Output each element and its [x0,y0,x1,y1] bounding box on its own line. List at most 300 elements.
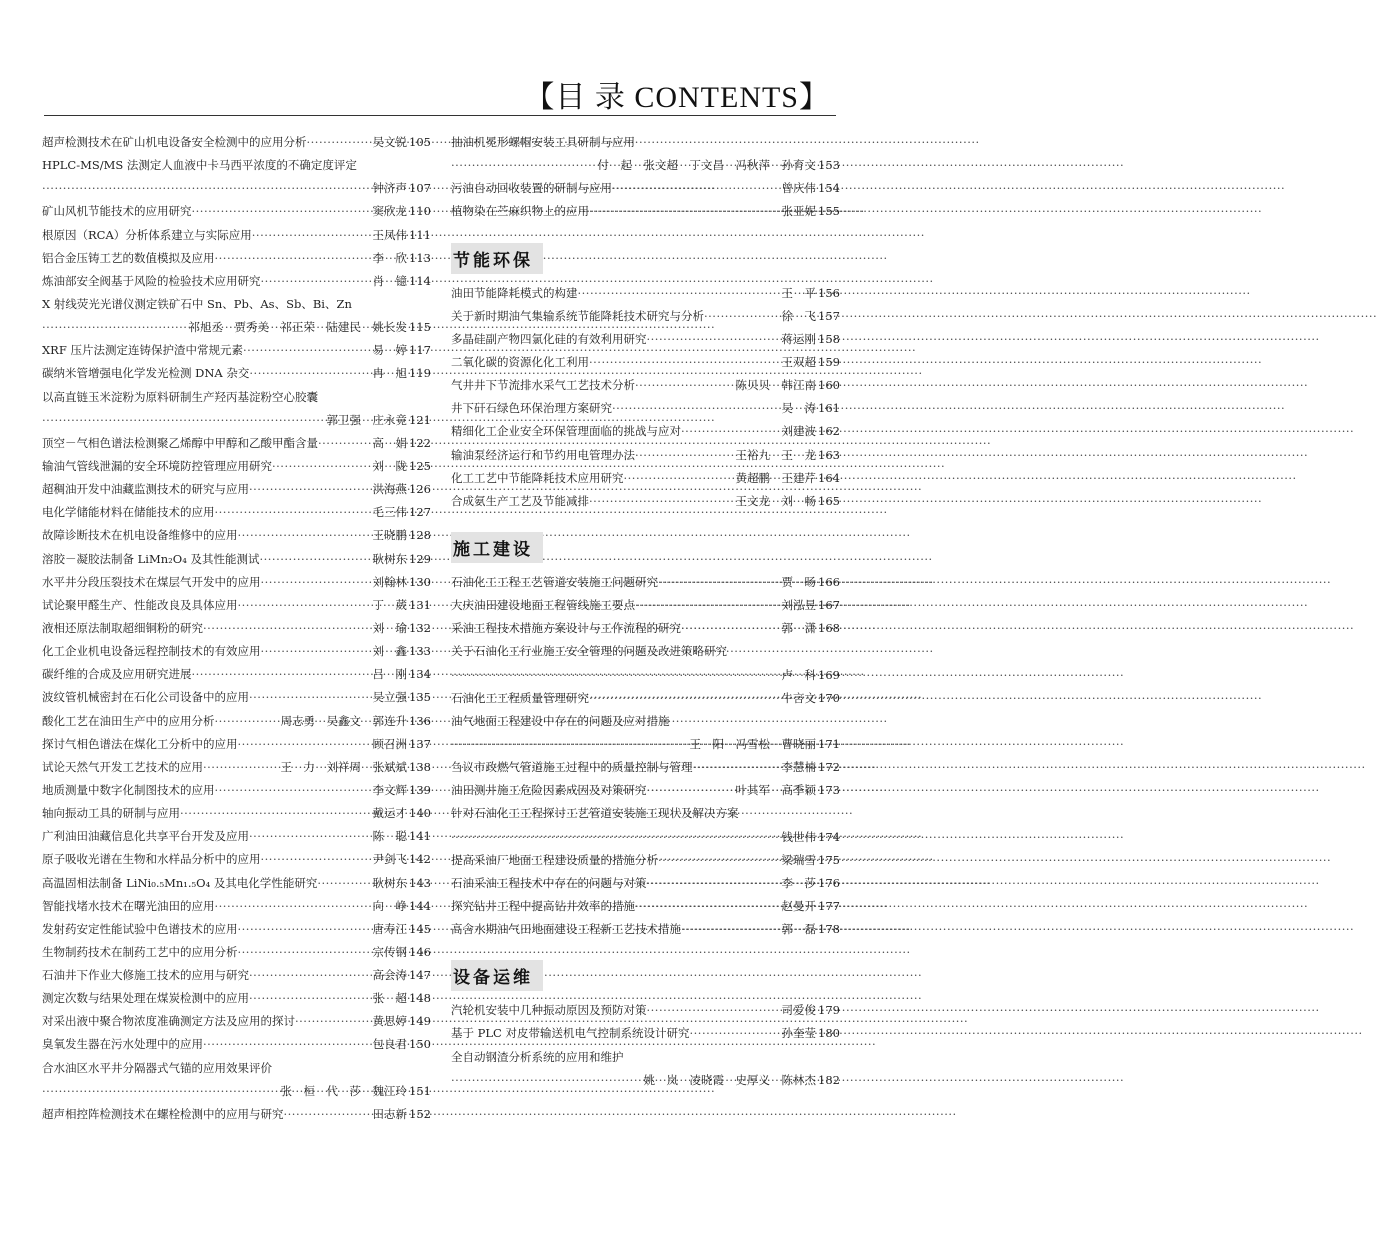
dot-leader [295,1010,372,1033]
entry-title: 炼油部安全阀基于风险的检验技术应用研究 [42,273,261,288]
entry-title: 水平井分段压裂技术在煤层气开发中的应用 [42,574,261,589]
entry-page-number: 152 [409,1106,431,1121]
toc-entry[interactable] [42,224,431,247]
toc-entry[interactable] [42,756,431,779]
toc-entry[interactable] [451,467,840,490]
entry-page-number: 148 [409,991,431,1006]
toc-entry[interactable] [451,444,840,467]
toc-entry[interactable] [451,131,840,154]
entry-author: 吴立强 [372,690,408,705]
entry-author: 牛言文 [781,690,817,705]
toc-entry[interactable] [451,733,840,756]
dot-leader [203,756,280,779]
toc-entry[interactable] [42,154,431,177]
entry-page-number: 132 [409,620,431,635]
toc-entry[interactable] [42,362,431,385]
dot-leader [42,1080,280,1103]
entry-title: 波纹管机械密封在石化公司设备中的应用 [42,690,249,705]
dot-leader [612,397,781,420]
toc-entry[interactable] [451,571,840,594]
toc-entry[interactable] [42,1080,431,1103]
dot-leader [658,849,781,872]
entry-title: XRF 压片法测定连铸保护渣中常规元素 [42,343,243,358]
toc-entry[interactable] [42,1010,431,1033]
dot-leader [42,177,372,200]
entry-author: 孙奎莹 [781,1026,817,1041]
entry-page-number: 110 [409,204,431,219]
toc-entry[interactable] [42,200,431,223]
entry-author: 刘 陇 [372,458,408,473]
entry-author: 吴文锐 [372,135,408,149]
entry-author: 祁旭丞 贾秀美 祁正荣 陆建民 姚长发 [188,320,408,335]
entry-author: 王双超 [781,354,817,369]
dot-leader [635,895,781,918]
entry-title: 臭氧发生器在污水处理中的应用 [42,1037,203,1052]
entry-page-number: 177 [818,898,840,913]
entry-title: 输油气管线泄漏的安全环境防控管理应用研究 [42,458,272,473]
entry-author: 窦欣龙 [372,204,408,219]
entry-page-number: 163 [818,447,840,462]
dot-leader [238,941,372,964]
dot-leader [249,362,371,385]
dot-leader [180,802,372,825]
entry-title: 超声检测技术在矿山机电设备安全检测中的应用分析 [42,135,307,149]
entry-page-number: 180 [818,1026,840,1041]
entry-author: 王 力 刘祥周 张斌斌 [280,759,408,774]
entry-page-number: 143 [409,875,431,890]
toc-entry[interactable] [451,779,840,802]
entry-author: 李 莎 [781,875,817,890]
entry-author: 刘 鑫 [372,644,408,659]
toc-entry[interactable] [451,397,840,420]
entry-title: 以高直链玉米淀粉为原料研制生产羟丙基淀粉空心胶囊 [42,389,318,404]
dot-leader [215,501,372,524]
entry-page-number: 161 [818,401,840,416]
entry-page-number: 146 [409,944,431,959]
entry-title: 广利油田油藏信息化共享平台开发及应用 [42,829,249,844]
section-heading-label: 施工建设 [451,532,543,563]
entry-title: 化工企业机电设备远程控制技术的有效应用 [42,644,261,659]
entry-author: 徐 飞 [781,308,817,323]
entry-title: 刍议市政燃气管道施工过程中的质量控制与管理 [451,760,693,775]
toc-entry[interactable] [451,687,840,710]
toc-entry[interactable] [451,420,840,443]
entry-author: 钟济声 [372,181,408,196]
entry-page-number: 155 [818,204,840,219]
dot-leader [681,918,781,941]
toc-entry[interactable] [42,825,431,848]
toc-entry[interactable] [451,849,840,872]
entry-title: 植物染在苎麻织物上的应用 [451,204,589,219]
entry-author: 吴 涛 [781,401,817,416]
entry-page-number: 167 [818,598,840,613]
dot-leader [693,756,781,779]
section-heading [451,224,840,282]
entry-page-number: 128 [409,528,431,543]
dot-leader [261,848,372,871]
entry-author: 王 平 [781,285,817,300]
toc-entry[interactable] [451,305,840,328]
entry-page-number: 142 [409,852,431,867]
entry-title: 全自动钢渣分析系统的应用和维护 [451,1049,624,1064]
entry-author: 曾庆伟 [781,181,817,196]
entry-author: 尹剑飞 [372,852,408,867]
dot-leader [249,987,372,1010]
entry-title: 原子吸收光谱在生物和水样品分析中的应用 [42,852,261,867]
toc-entry[interactable] [42,177,431,200]
entry-title: 气井井下节流排水采气工艺技术分析 [451,378,635,393]
dot-leader [252,224,372,247]
dot-leader [318,432,372,455]
dot-leader [451,733,689,756]
toc-entry[interactable] [42,710,431,733]
entry-page-number: 154 [818,181,840,196]
dot-leader [589,351,781,374]
toc-entry[interactable] [451,802,840,825]
toc-entry[interactable] [451,640,840,663]
entry-page-number: 105 [409,135,431,149]
entry-author: 李慧楠 [781,760,817,775]
entry-page-number: 156 [818,285,840,300]
toc-entry[interactable] [42,524,431,547]
entry-title: 矿山风机节能技术的应用研究 [42,204,192,219]
dot-leader [42,409,326,432]
entry-author: 刘 瑜 [372,620,408,635]
entry-page-number: 174 [818,829,840,844]
entry-page-number: 164 [818,470,840,485]
entry-page-number: 119 [409,366,431,381]
entry-page-number: 176 [818,875,840,890]
dot-leader [451,664,781,687]
dot-leader [261,270,372,293]
entry-page-number: 171 [818,736,840,751]
toc-entry[interactable] [42,571,431,594]
dot-leader [589,687,781,710]
entry-author: 郭 潇 [781,621,817,636]
dot-leader [589,490,735,513]
entry-author: 向 峥 [372,898,408,913]
dot-leader [238,918,372,941]
toc-entry[interactable] [42,409,431,432]
entry-page-number: 157 [818,308,840,323]
entry-author: 高会涛 [372,968,408,983]
toc-entry[interactable] [42,779,431,802]
toc-entry[interactable] [42,478,431,501]
entry-author: 付 起 张文超 丁文昌 冯秋萍 孙育文 [597,158,817,173]
toc-entry[interactable] [451,918,840,941]
toc-entry[interactable] [42,733,431,756]
entry-page-number: 107 [409,181,431,196]
entry-author: 黄思婷 [372,1014,408,1029]
entry-page-number: 127 [409,505,431,520]
entry-author: 蒋运刚 [781,331,817,346]
toc-entry[interactable] [42,386,431,409]
dot-leader [647,328,781,351]
entry-page-number: 136 [409,713,431,728]
dot-leader [272,455,372,478]
entry-title: 地质测量中数字化制图技术的应用 [42,782,215,797]
dot-leader [238,594,372,617]
toc-entry[interactable] [451,490,840,513]
toc-entry[interactable] [42,964,431,987]
entry-page-number: 170 [818,690,840,705]
entry-page-number: 166 [818,574,840,589]
toc-entry[interactable] [451,895,840,918]
entry-title: 油气地面工程建设中存在的问题及应对措施 [451,713,670,728]
entry-title: 碳纳米管增强电化学发光检测 DNA 杂交 [42,366,250,381]
toc-entry[interactable] [42,1057,431,1080]
entry-title: 精细化工企业安全环保管理面临的挑战与应对 [451,424,681,439]
entry-page-number: 151 [409,1083,431,1098]
dot-leader [249,478,372,501]
dot-leader [249,825,372,848]
entry-author: 丁 葳 [372,597,408,612]
entry-page-number: 135 [409,690,431,705]
section-heading-label: 节能环保 [451,243,543,274]
entry-title: 高温固相法制备 LiNi₀.₅Mn₁.₅O₄ 及其电化学性能研究 [42,875,318,890]
toc-entry[interactable] [451,374,840,397]
entry-page-number: 168 [818,621,840,636]
dot-leader [451,826,781,849]
toc-entry[interactable] [451,177,840,200]
entry-author: 王 阳 冯雪松 曹晓丽 [689,736,817,751]
toc-entry[interactable] [451,756,840,779]
toc-entry[interactable] [42,895,431,918]
toc-entry[interactable] [42,848,431,871]
entry-author: 李文辉 [372,782,408,797]
dot-leader [215,779,372,802]
entry-title: 关于石油化工行业施工安全管理的问题及改进策略研究 [451,644,727,659]
toc-entry[interactable] [451,999,840,1022]
entry-author: 周志勇 吴鑫文 郭连升 [280,713,408,728]
entry-author: 李 欣 [372,250,408,265]
entry-author: 钱世伟 [781,829,817,844]
toc-entry[interactable] [42,247,431,270]
entry-author: 陈贝贝 韩江南 [735,378,817,393]
dot-leader [647,779,735,802]
toc-entry[interactable] [42,548,431,571]
entry-author: 高 娟 [372,435,408,450]
entry-page-number: 182 [818,1072,840,1087]
dot-leader [681,420,781,443]
entry-page-number: 144 [409,898,431,913]
entry-author: 易 婷 [372,343,408,358]
toc-entry[interactable] [451,826,840,849]
entry-title: 污油自动回收装置的研制与应用 [451,181,612,196]
entry-page-number: 158 [818,331,840,346]
entry-title: 石油井下作业大修施工技术的应用与研究 [42,968,249,983]
section-heading [451,513,840,571]
toc-entry[interactable] [42,270,431,293]
entry-page-number: 165 [818,493,840,508]
entry-title: 合成氨生产工艺及节能减排 [451,493,589,508]
entry-title: 提高采油厂地面工程建设质量的措施分析 [451,852,658,867]
entry-page-number: 122 [409,435,431,450]
toc-entry[interactable] [42,432,431,455]
dot-leader [215,895,372,918]
entry-title: 试论聚甲醛生产、性能改良及具体应用 [42,597,238,612]
dot-leader [261,640,372,663]
entry-title: 顶空－气相色谱法检测聚乙烯醇中甲醇和乙酸甲酯含量 [42,435,318,450]
entry-author: 王裕九 王 龙 [735,447,817,462]
toc-entry[interactable] [42,594,431,617]
entry-page-number: 178 [818,922,840,937]
entry-title: 故障诊断技术在机电设备维修中的应用 [42,528,238,543]
entry-author: 包良君 [372,1037,408,1052]
dot-leader [704,305,781,328]
toc-entry[interactable] [42,316,431,339]
dot-leader [259,548,371,571]
entry-title: 油田测井施工危险因素成因及对策研究 [451,783,647,798]
entry-author: 刘建波 [781,424,817,439]
entry-page-number: 172 [818,760,840,775]
toc-entry[interactable] [451,328,840,351]
entry-title: 测定次数与结果处理在煤炭检测中的应用 [42,991,249,1006]
entry-title: 根原因（RCA）分析体系建立与实际应用 [42,227,252,242]
entry-author: 郭 磊 [781,922,817,937]
toc-entry[interactable] [42,872,431,895]
toc-entry[interactable] [451,1046,840,1069]
entry-page-number: 117 [409,343,431,358]
entry-page-number: 134 [409,667,431,682]
toc-entry[interactable] [451,1069,840,1092]
entry-author: 王凤伟 [372,227,408,242]
toc-entry[interactable] [42,941,431,964]
entry-page-number: 149 [409,1014,431,1029]
dot-leader [307,131,372,154]
toc-entry[interactable] [42,802,431,825]
toc-entry[interactable] [42,640,431,663]
toc-entry[interactable] [42,663,431,686]
entry-page-number: 175 [818,852,840,867]
toc-entry[interactable] [451,617,840,640]
entry-title: 液相还原法制取超细铜粉的研究 [42,620,203,635]
toc-entry[interactable] [42,1033,431,1056]
entry-page-number: 162 [818,424,840,439]
dot-leader [658,571,781,594]
toc-entry[interactable] [451,200,840,223]
toc-left-column [42,131,431,1126]
dot-leader [578,282,781,305]
entry-title: 酸化工艺在油田生产中的应用分析 [42,713,215,728]
toc-entry[interactable] [451,1022,840,1045]
entry-title: 合水油区水平井分隔器式气锚的应用效果评价 [42,1060,272,1075]
toc-entry[interactable] [42,501,431,524]
toc-entry[interactable] [42,455,431,478]
entry-author: 吕 刚 [372,667,408,682]
entry-page-number: 130 [409,574,431,589]
entry-title: 多晶硅副产物四氯化硅的有效利用研究 [451,331,647,346]
entry-author: 冉 旭 [372,366,408,381]
entry-author: 刘泓昱 [781,598,817,613]
entry-page-number: 125 [409,458,431,473]
toc-entry[interactable] [451,154,840,177]
toc-entry[interactable] [451,710,840,733]
toc-entry[interactable] [451,282,840,305]
toc-entry[interactable] [42,339,431,362]
toc-entry[interactable] [42,686,431,709]
dot-leader [192,200,372,223]
toc-entry[interactable] [451,594,840,617]
entry-author: 张 桓 代 莎 魏江玲 [280,1083,408,1098]
toc-entry[interactable] [451,872,840,895]
toc-entry[interactable] [42,1103,431,1126]
entry-author: 贾 旸 [781,574,817,589]
dot-leader [451,154,597,177]
dot-leader [261,571,372,594]
entry-title: 超声相控阵检测技术在螺栓检测中的应用与研究 [42,1106,284,1121]
entry-author: 郭卫强 庄永竟 [326,412,408,427]
dot-leader [215,247,372,270]
toc-entry[interactable] [451,664,840,687]
entry-author: 张 超 [372,991,408,1006]
entry-author: 耿树东 [372,875,408,890]
dot-leader [612,177,781,200]
entry-author: 王晓鹏 [372,528,408,543]
entry-author: 卢 科 [781,667,817,682]
entry-author: 刘翰林 [372,574,408,589]
entry-title: 石油化工工程质量管理研究 [451,690,589,705]
dot-leader [42,316,188,339]
entry-title: 探讨气相色谱法在煤化工分析中的应用 [42,736,238,751]
entry-title: 碳纤维的合成及应用研究进展 [42,667,192,682]
toc-entry[interactable] [42,617,431,640]
entry-title: 智能找堵水技术在曙光油田的应用 [42,898,215,913]
entry-author: 顾召洲 [372,736,408,751]
entry-page-number: 131 [409,597,431,612]
toc-entry[interactable] [42,131,431,154]
dot-leader [451,1069,643,1092]
entry-page-number: 145 [409,921,431,936]
contents-title: 【目 录 CONTENTS】 [524,81,830,114]
toc-entry[interactable] [42,293,431,316]
entry-author: 陈 聪 [372,829,408,844]
entry-author: 王文龙 刘 畅 [735,493,817,508]
dot-leader [681,617,781,640]
toc-entry[interactable] [42,987,431,1010]
entry-title: 对采出液中聚合物浓度准确测定方法及应用的探讨 [42,1014,295,1029]
entry-author: 肖 镱 [372,273,408,288]
entry-page-number: 150 [409,1037,431,1052]
dot-leader [243,339,372,362]
entry-title: 基于 PLC 对皮带输送机电气控制系统设计研究 [451,1026,690,1041]
entry-title: 发射药安定性能试验中色谱技术的应用 [42,921,238,936]
entry-author: 戴运才 [372,806,408,821]
entry-page-number: 160 [818,378,840,393]
entry-title: 溶胶－凝胶法制备 LiMn₂O₄ 及其性能测试 [42,551,260,566]
entry-author: 耿树东 [372,551,408,566]
dot-leader [647,872,781,895]
entry-title: 汽轮机安装中几种振动原因及预防对策 [451,1003,647,1018]
entry-author: 田志新 [372,1106,408,1121]
entry-page-number: 138 [409,759,431,774]
section-heading-label: 设备运维 [451,960,543,991]
entry-page-number: 179 [818,1003,840,1018]
entry-author: 叶其军 高季颖 [735,783,817,798]
entry-page-number: 159 [818,354,840,369]
entry-page-number: 133 [409,644,431,659]
entry-title: 高含水期油气田地面建设工程新工艺技术措施 [451,922,681,937]
toc-entry[interactable] [451,351,840,374]
toc-entry[interactable] [42,918,431,941]
entry-page-number: 111 [409,227,431,242]
entry-title: 输油泵经济运行和节约用电管理办法 [451,447,635,462]
entry-title: 铝合金压铸工艺的数值模拟及应用 [42,250,215,265]
entry-author: 赵曼开 [781,898,817,913]
entry-title: 关于新时期油气集输系统节能降耗技术研究与分析 [451,308,704,323]
entry-page-number: 126 [409,482,431,497]
entry-title: 探究钻井工程中提高钻井效率的措施 [451,898,635,913]
